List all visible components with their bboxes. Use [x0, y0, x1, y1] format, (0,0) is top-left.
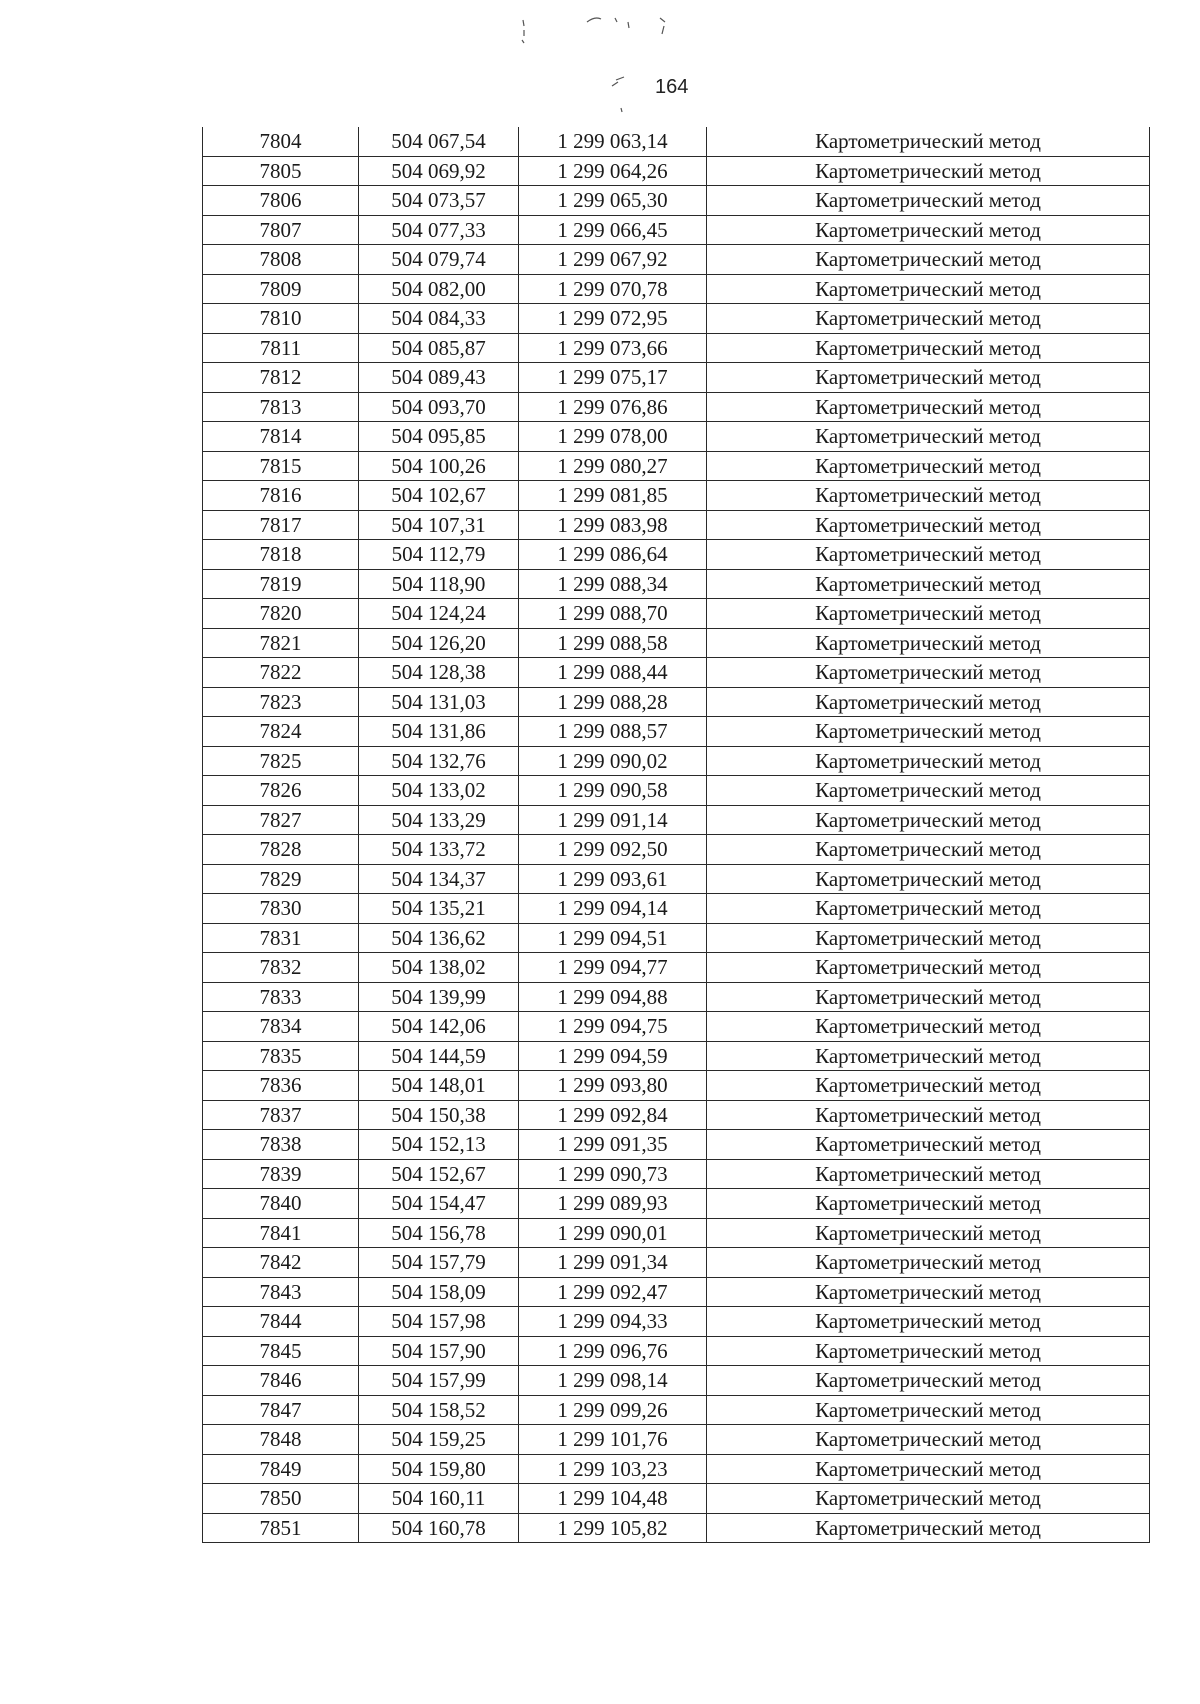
- method-cell: Картометрический метод: [707, 304, 1150, 334]
- method-cell: Картометрический метод: [707, 186, 1150, 216]
- coordinate-y-cell: 1 299 081,85: [519, 481, 707, 511]
- method-cell: Картометрический метод: [707, 982, 1150, 1012]
- method-cell: Картометрический метод: [707, 422, 1150, 452]
- coordinate-x-cell: 504 157,79: [359, 1248, 519, 1278]
- coordinate-x-cell: 504 158,52: [359, 1395, 519, 1425]
- coordinate-x-cell: 504 131,86: [359, 717, 519, 747]
- point-number-cell: 7834: [203, 1012, 359, 1042]
- coordinate-y-cell: 1 299 066,45: [519, 215, 707, 245]
- table-row: [203, 894, 1150, 924]
- coordinate-y-cell: 1 299 073,66: [519, 333, 707, 363]
- method-cell: Картометрический метод: [707, 835, 1150, 865]
- table-row: [203, 127, 1150, 156]
- coordinate-y-cell: 1 299 098,14: [519, 1366, 707, 1396]
- coordinate-y-cell: 1 299 083,98: [519, 510, 707, 540]
- method-cell: Картометрический метод: [707, 127, 1150, 156]
- table-row: [203, 1130, 1150, 1160]
- table-row: [203, 687, 1150, 717]
- point-number-cell: 7838: [203, 1130, 359, 1160]
- coordinate-x-cell: 504 152,67: [359, 1159, 519, 1189]
- point-number-cell: 7850: [203, 1484, 359, 1514]
- coordinate-x-cell: 504 157,99: [359, 1366, 519, 1396]
- coordinate-y-cell: 1 299 076,86: [519, 392, 707, 422]
- coordinate-y-cell: 1 299 094,59: [519, 1041, 707, 1071]
- point-number-cell: 7831: [203, 923, 359, 953]
- table-row: [203, 540, 1150, 570]
- point-number-cell: 7826: [203, 776, 359, 806]
- point-number-cell: 7824: [203, 717, 359, 747]
- coordinate-x-cell: 504 100,26: [359, 451, 519, 481]
- method-cell: Картометрический метод: [707, 953, 1150, 983]
- method-cell: Картометрический метод: [707, 333, 1150, 363]
- point-number-cell: 7806: [203, 186, 359, 216]
- coordinate-y-cell: 1 299 067,92: [519, 245, 707, 275]
- point-number-cell: 7849: [203, 1454, 359, 1484]
- method-cell: Картометрический метод: [707, 923, 1150, 953]
- coordinate-y-cell: 1 299 103,23: [519, 1454, 707, 1484]
- coordinate-y-cell: 1 299 065,30: [519, 186, 707, 216]
- method-cell: Картометрический метод: [707, 687, 1150, 717]
- method-cell: Картометрический метод: [707, 1484, 1150, 1514]
- method-cell: Картометрический метод: [707, 1100, 1150, 1130]
- coordinate-y-cell: 1 299 094,77: [519, 953, 707, 983]
- table-row: [203, 805, 1150, 835]
- point-number-cell: 7828: [203, 835, 359, 865]
- method-cell: Картометрический метод: [707, 1012, 1150, 1042]
- coordinate-x-cell: 504 133,72: [359, 835, 519, 865]
- method-cell: Картометрический метод: [707, 1395, 1150, 1425]
- coordinate-y-cell: 1 299 090,58: [519, 776, 707, 806]
- table-row: [203, 1189, 1150, 1219]
- method-cell: Картометрический метод: [707, 776, 1150, 806]
- point-number-cell: 7842: [203, 1248, 359, 1278]
- point-number-cell: 7832: [203, 953, 359, 983]
- table-row: [203, 1277, 1150, 1307]
- method-cell: Картометрический метод: [707, 1513, 1150, 1543]
- coordinate-y-cell: 1 299 088,28: [519, 687, 707, 717]
- coordinate-y-cell: 1 299 092,47: [519, 1277, 707, 1307]
- method-cell: Картометрический метод: [707, 1159, 1150, 1189]
- table-row: [203, 451, 1150, 481]
- table-row: [203, 215, 1150, 245]
- table-row: [203, 717, 1150, 747]
- coordinate-y-cell: 1 299 072,95: [519, 304, 707, 334]
- point-number-cell: 7818: [203, 540, 359, 570]
- table-row: [203, 245, 1150, 275]
- table-row: [203, 569, 1150, 599]
- method-cell: Картометрический метод: [707, 1071, 1150, 1101]
- method-cell: Картометрический метод: [707, 1366, 1150, 1396]
- coordinate-x-cell: 504 160,78: [359, 1513, 519, 1543]
- table-row: [203, 628, 1150, 658]
- point-number-cell: 7808: [203, 245, 359, 275]
- table-row: [203, 1012, 1150, 1042]
- point-number-cell: 7837: [203, 1100, 359, 1130]
- coordinate-x-cell: 504 157,90: [359, 1336, 519, 1366]
- coordinate-y-cell: 1 299 105,82: [519, 1513, 707, 1543]
- method-cell: Картометрический метод: [707, 599, 1150, 629]
- coordinate-y-cell: 1 299 091,14: [519, 805, 707, 835]
- coordinate-y-cell: 1 299 089,93: [519, 1189, 707, 1219]
- point-number-cell: 7814: [203, 422, 359, 452]
- table-row: [203, 599, 1150, 629]
- scan-artifacts: [0, 0, 1200, 130]
- point-number-cell: 7819: [203, 569, 359, 599]
- table-row: [203, 186, 1150, 216]
- coordinates-table-body: [203, 127, 1150, 1543]
- table-row: [203, 1454, 1150, 1484]
- method-cell: Картометрический метод: [707, 1454, 1150, 1484]
- table-row: [203, 864, 1150, 894]
- coordinate-x-cell: 504 128,38: [359, 658, 519, 688]
- coordinate-y-cell: 1 299 099,26: [519, 1395, 707, 1425]
- table-row: [203, 658, 1150, 688]
- coordinate-y-cell: 1 299 063,14: [519, 127, 707, 156]
- method-cell: Картометрический метод: [707, 1307, 1150, 1337]
- point-number-cell: 7804: [203, 127, 359, 156]
- coordinate-y-cell: 1 299 093,80: [519, 1071, 707, 1101]
- table-row: [203, 1307, 1150, 1337]
- coordinate-x-cell: 504 156,78: [359, 1218, 519, 1248]
- coordinate-y-cell: 1 299 070,78: [519, 274, 707, 304]
- table-row: [203, 923, 1150, 953]
- coordinate-x-cell: 504 112,79: [359, 540, 519, 570]
- point-number-cell: 7820: [203, 599, 359, 629]
- coordinate-x-cell: 504 138,02: [359, 953, 519, 983]
- method-cell: Картометрический метод: [707, 481, 1150, 511]
- coordinate-y-cell: 1 299 093,61: [519, 864, 707, 894]
- table-row: [203, 953, 1150, 983]
- coordinate-x-cell: 504 136,62: [359, 923, 519, 953]
- coordinate-x-cell: 504 126,20: [359, 628, 519, 658]
- method-cell: Картометрический метод: [707, 1041, 1150, 1071]
- point-number-cell: 7833: [203, 982, 359, 1012]
- point-number-cell: 7825: [203, 746, 359, 776]
- coordinates-table: [202, 127, 1150, 1543]
- method-cell: Картометрический метод: [707, 1336, 1150, 1366]
- table-row: [203, 422, 1150, 452]
- method-cell: Картометрический метод: [707, 1277, 1150, 1307]
- method-cell: Картометрический метод: [707, 1218, 1150, 1248]
- coordinate-x-cell: 504 142,06: [359, 1012, 519, 1042]
- method-cell: Картометрический метод: [707, 156, 1150, 186]
- table-row: [203, 333, 1150, 363]
- method-cell: Картометрический метод: [707, 274, 1150, 304]
- coordinate-x-cell: 504 093,70: [359, 392, 519, 422]
- coordinate-x-cell: 504 069,92: [359, 156, 519, 186]
- point-number-cell: 7811: [203, 333, 359, 363]
- coordinate-x-cell: 504 089,43: [359, 363, 519, 393]
- coordinate-y-cell: 1 299 086,64: [519, 540, 707, 570]
- coordinate-y-cell: 1 299 094,88: [519, 982, 707, 1012]
- coordinate-x-cell: 504 148,01: [359, 1071, 519, 1101]
- table-row: [203, 776, 1150, 806]
- point-number-cell: 7827: [203, 805, 359, 835]
- table-row: [203, 1218, 1150, 1248]
- table-row: [203, 1041, 1150, 1071]
- coordinate-y-cell: 1 299 088,58: [519, 628, 707, 658]
- method-cell: Картометрический метод: [707, 1189, 1150, 1219]
- point-number-cell: 7816: [203, 481, 359, 511]
- point-number-cell: 7805: [203, 156, 359, 186]
- table-row: [203, 510, 1150, 540]
- method-cell: Картометрический метод: [707, 215, 1150, 245]
- method-cell: Картометрический метод: [707, 392, 1150, 422]
- point-number-cell: 7817: [203, 510, 359, 540]
- method-cell: Картометрический метод: [707, 894, 1150, 924]
- table-row: [203, 392, 1150, 422]
- coordinate-y-cell: 1 299 091,34: [519, 1248, 707, 1278]
- coordinate-x-cell: 504 095,85: [359, 422, 519, 452]
- coordinate-x-cell: 504 160,11: [359, 1484, 519, 1514]
- coordinate-y-cell: 1 299 090,73: [519, 1159, 707, 1189]
- coordinate-x-cell: 504 082,00: [359, 274, 519, 304]
- coordinate-x-cell: 504 139,99: [359, 982, 519, 1012]
- coordinate-x-cell: 504 077,33: [359, 215, 519, 245]
- coordinate-y-cell: 1 299 080,27: [519, 451, 707, 481]
- coordinate-x-cell: 504 135,21: [359, 894, 519, 924]
- coordinate-x-cell: 504 067,54: [359, 127, 519, 156]
- coordinate-x-cell: 504 084,33: [359, 304, 519, 334]
- coordinate-x-cell: 504 158,09: [359, 1277, 519, 1307]
- coordinate-x-cell: 504 159,80: [359, 1454, 519, 1484]
- coordinate-x-cell: 504 107,31: [359, 510, 519, 540]
- point-number-cell: 7821: [203, 628, 359, 658]
- point-number-cell: 7841: [203, 1218, 359, 1248]
- coordinate-x-cell: 504 085,87: [359, 333, 519, 363]
- point-number-cell: 7823: [203, 687, 359, 717]
- coordinate-y-cell: 1 299 078,00: [519, 422, 707, 452]
- point-number-cell: 7848: [203, 1425, 359, 1455]
- table-row: [203, 363, 1150, 393]
- coordinate-y-cell: 1 299 092,84: [519, 1100, 707, 1130]
- table-row: [203, 1395, 1150, 1425]
- coordinate-x-cell: 504 157,98: [359, 1307, 519, 1337]
- table-row: [203, 1159, 1150, 1189]
- coordinate-y-cell: 1 299 075,17: [519, 363, 707, 393]
- method-cell: Картометрический метод: [707, 1130, 1150, 1160]
- coordinate-x-cell: 504 144,59: [359, 1041, 519, 1071]
- coordinate-y-cell: 1 299 088,70: [519, 599, 707, 629]
- point-number-cell: 7847: [203, 1395, 359, 1425]
- table-row: [203, 274, 1150, 304]
- method-cell: Картометрический метод: [707, 717, 1150, 747]
- table-row: [203, 1248, 1150, 1278]
- coordinate-x-cell: 504 133,29: [359, 805, 519, 835]
- coordinate-x-cell: 504 154,47: [359, 1189, 519, 1219]
- point-number-cell: 7807: [203, 215, 359, 245]
- table-row: [203, 1425, 1150, 1455]
- coordinate-x-cell: 504 079,74: [359, 245, 519, 275]
- table-row: [203, 1513, 1150, 1543]
- method-cell: Картометрический метод: [707, 1248, 1150, 1278]
- point-number-cell: 7812: [203, 363, 359, 393]
- coordinate-y-cell: 1 299 088,44: [519, 658, 707, 688]
- method-cell: Картометрический метод: [707, 510, 1150, 540]
- point-number-cell: 7843: [203, 1277, 359, 1307]
- method-cell: Картометрический метод: [707, 658, 1150, 688]
- table-row: [203, 746, 1150, 776]
- point-number-cell: 7840: [203, 1189, 359, 1219]
- coordinate-y-cell: 1 299 094,14: [519, 894, 707, 924]
- coordinate-x-cell: 504 131,03: [359, 687, 519, 717]
- table-row: [203, 835, 1150, 865]
- method-cell: Картометрический метод: [707, 569, 1150, 599]
- table-row: [203, 1366, 1150, 1396]
- coordinate-y-cell: 1 299 088,34: [519, 569, 707, 599]
- point-number-cell: 7839: [203, 1159, 359, 1189]
- point-number-cell: 7815: [203, 451, 359, 481]
- method-cell: Картометрический метод: [707, 363, 1150, 393]
- table-row: [203, 1071, 1150, 1101]
- method-cell: Картометрический метод: [707, 628, 1150, 658]
- coordinate-x-cell: 504 150,38: [359, 1100, 519, 1130]
- method-cell: Картометрический метод: [707, 864, 1150, 894]
- method-cell: Картометрический метод: [707, 805, 1150, 835]
- table-row: [203, 1336, 1150, 1366]
- table-row: [203, 481, 1150, 511]
- table-row: [203, 1484, 1150, 1514]
- page-number: 164: [655, 76, 689, 98]
- point-number-cell: 7846: [203, 1366, 359, 1396]
- coordinate-y-cell: 1 299 091,35: [519, 1130, 707, 1160]
- coordinate-y-cell: 1 299 090,01: [519, 1218, 707, 1248]
- point-number-cell: 7835: [203, 1041, 359, 1071]
- table-row: [203, 1100, 1150, 1130]
- coordinate-y-cell: 1 299 088,57: [519, 717, 707, 747]
- method-cell: Картометрический метод: [707, 1425, 1150, 1455]
- point-number-cell: 7822: [203, 658, 359, 688]
- point-number-cell: 7851: [203, 1513, 359, 1543]
- coordinate-y-cell: 1 299 090,02: [519, 746, 707, 776]
- coordinate-y-cell: 1 299 096,76: [519, 1336, 707, 1366]
- coordinate-x-cell: 504 118,90: [359, 569, 519, 599]
- coordinate-x-cell: 504 102,67: [359, 481, 519, 511]
- coordinate-x-cell: 504 073,57: [359, 186, 519, 216]
- point-number-cell: 7830: [203, 894, 359, 924]
- point-number-cell: 7810: [203, 304, 359, 334]
- coordinate-y-cell: 1 299 094,51: [519, 923, 707, 953]
- method-cell: Картометрический метод: [707, 540, 1150, 570]
- method-cell: Картометрический метод: [707, 245, 1150, 275]
- coordinate-y-cell: 1 299 092,50: [519, 835, 707, 865]
- point-number-cell: 7844: [203, 1307, 359, 1337]
- coordinate-x-cell: 504 152,13: [359, 1130, 519, 1160]
- method-cell: Картометрический метод: [707, 746, 1150, 776]
- coordinate-x-cell: 504 159,25: [359, 1425, 519, 1455]
- coordinate-x-cell: 504 124,24: [359, 599, 519, 629]
- coordinate-y-cell: 1 299 104,48: [519, 1484, 707, 1514]
- coordinate-x-cell: 504 132,76: [359, 746, 519, 776]
- coordinate-y-cell: 1 299 101,76: [519, 1425, 707, 1455]
- point-number-cell: 7845: [203, 1336, 359, 1366]
- point-number-cell: 7813: [203, 392, 359, 422]
- coordinate-y-cell: 1 299 094,33: [519, 1307, 707, 1337]
- coordinate-x-cell: 504 134,37: [359, 864, 519, 894]
- method-cell: Картометрический метод: [707, 451, 1150, 481]
- coordinate-x-cell: 504 133,02: [359, 776, 519, 806]
- table-row: [203, 304, 1150, 334]
- table-row: [203, 156, 1150, 186]
- coordinate-y-cell: 1 299 064,26: [519, 156, 707, 186]
- coordinate-y-cell: 1 299 094,75: [519, 1012, 707, 1042]
- table-row: [203, 982, 1150, 1012]
- point-number-cell: 7809: [203, 274, 359, 304]
- point-number-cell: 7836: [203, 1071, 359, 1101]
- point-number-cell: 7829: [203, 864, 359, 894]
